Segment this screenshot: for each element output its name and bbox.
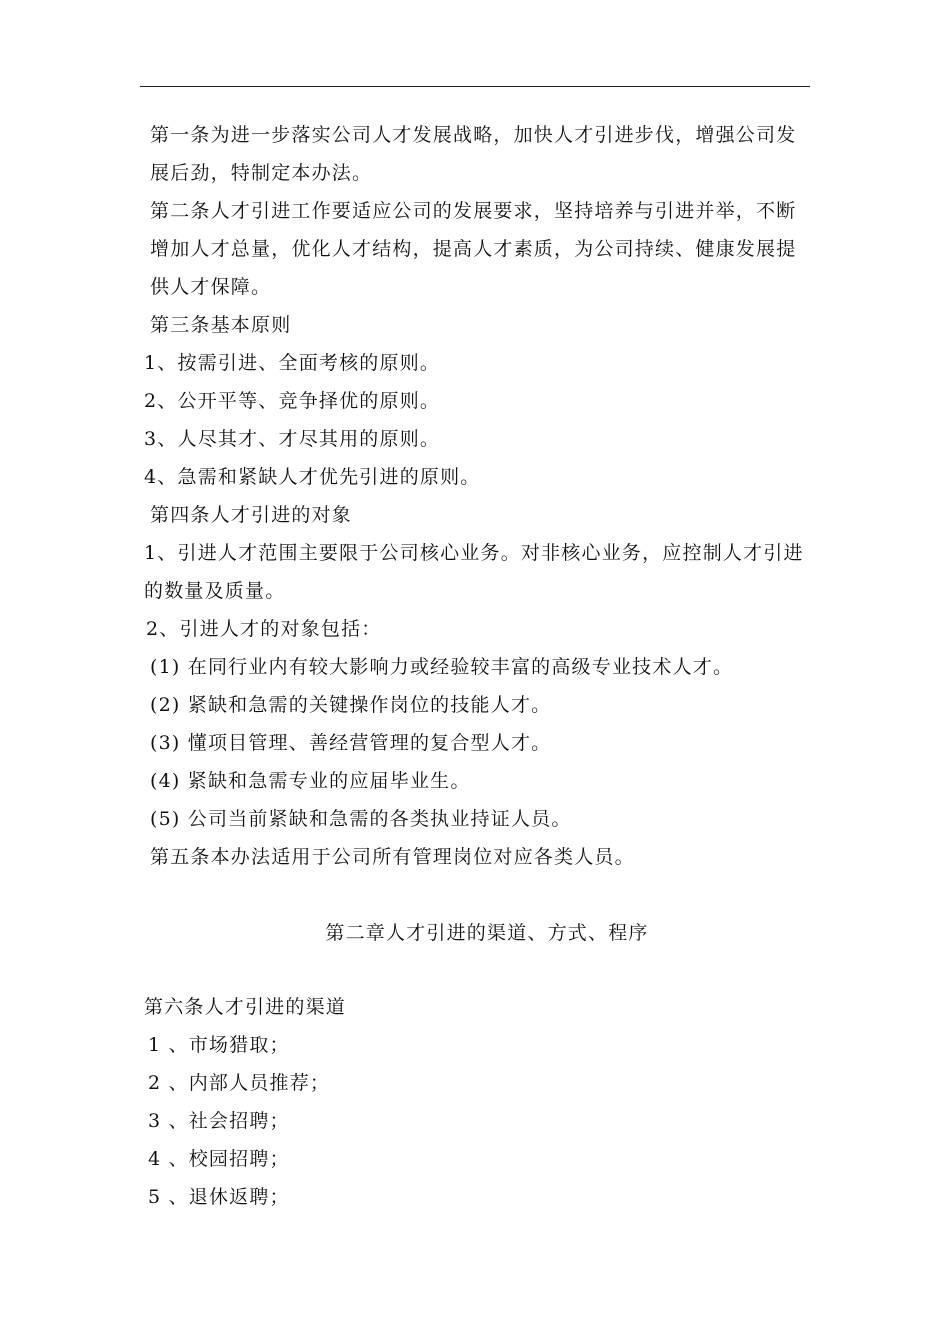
chapter-title: 第二章人才引进的渠道、方式、程序 [325, 922, 649, 944]
document-body [142, 116, 812, 1216]
target-subitem: (3) 懂项目管理、善经营管理的复合型人才。 [150, 732, 552, 754]
channel-item: 5 、退休返聘； [148, 1186, 290, 1208]
blank-line [142, 952, 812, 988]
target-item: 1、引进人才范围主要限于公司核心业务。对非核心业务，应控制人才引进的数量及质量。 [144, 542, 804, 602]
article-5: 第五条本办法适用于公司所有管理岗位对应各类人员。 [150, 846, 635, 868]
principle-item: 2、公开平等、竞争择优的原则。 [144, 390, 441, 412]
channel-item: 3 、社会招聘； [148, 1110, 290, 1132]
target-subitem: (5) 公司当前紧缺和急需的各类执业持证人员。 [150, 808, 572, 830]
principle-item: 4、急需和紧缺人才优先引进的原则。 [144, 466, 481, 488]
target-subitem: (2) 紧缺和急需的关键操作岗位的技能人才。 [150, 694, 552, 716]
article-4-heading: 第四条人才引进的对象 [150, 504, 353, 526]
principle-item: 3、人尽其才、才尽其用的原则。 [144, 428, 441, 450]
channel-item: 4 、校园招聘； [148, 1148, 290, 1170]
article-6-heading: 第六条人才引进的渠道 [144, 996, 347, 1018]
header-rule [140, 86, 810, 87]
blank-line [142, 876, 812, 914]
article-3-heading: 第三条基本原则 [150, 314, 292, 336]
channel-item: 2 、内部人员推荐； [148, 1072, 331, 1094]
target-subitem: (1) 在同行业内有较大影响力或经验较丰富的高级专业技术人才。 [150, 656, 734, 678]
channel-item: 1 、市场猎取； [148, 1034, 290, 1056]
principle-item: 1、按需引进、全面考核的原则。 [144, 352, 441, 374]
article-2: 第二条人才引进工作要适应公司的发展要求，坚持培养与引进并举，不断增加人才总量，优化人才结构，提高人才素质，为公司持续、健康发展提供人才保障。 [150, 200, 797, 298]
target-item: 2、引进人才的对象包括： [146, 618, 382, 640]
target-subitem: (4) 紧缺和急需专业的应届毕业生。 [150, 770, 471, 792]
article-1: 第一条为进一步落实公司人才发展战略，加快人才引进步伐，增强公司发展后劲，特制定本办法。 [150, 124, 797, 184]
